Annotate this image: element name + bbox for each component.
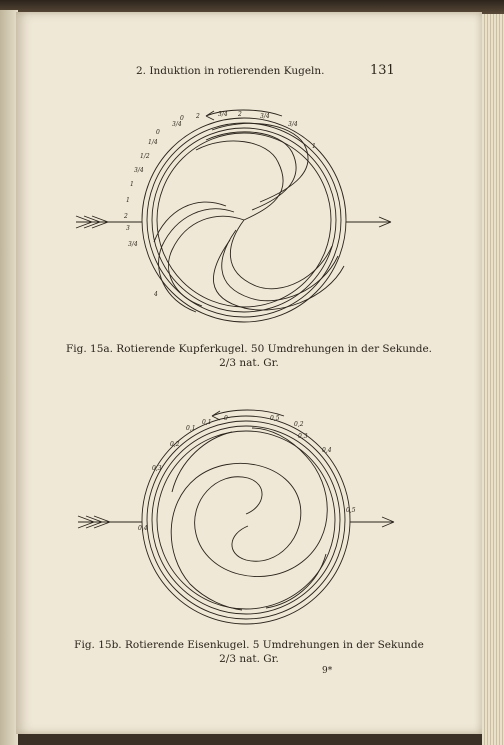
svg-text:0,1: 0,1	[202, 419, 212, 426]
figure-15a-caption	[16, 342, 482, 370]
svg-text:2: 2	[196, 113, 200, 120]
svg-text:3/4: 3/4	[134, 167, 144, 174]
svg-text:1/4: 1/4	[148, 139, 158, 146]
svg-text:0,2: 0,2	[294, 421, 304, 428]
svg-text:1: 1	[130, 181, 134, 188]
svg-text:0: 0	[156, 129, 160, 136]
svg-text:4: 4	[154, 291, 158, 298]
svg-text:0,1: 0,1	[186, 425, 196, 432]
svg-text:3/4: 3/4	[260, 113, 270, 120]
svg-text:3/4: 3/4	[172, 121, 182, 128]
svg-text:0,2: 0,2	[170, 441, 180, 448]
svg-text:1: 1	[312, 143, 316, 150]
svg-text:1: 1	[126, 197, 130, 204]
figure-15b-caption	[16, 638, 482, 666]
svg-text:1/2: 1/2	[140, 153, 150, 160]
svg-text:0,4: 0,4	[322, 447, 332, 454]
page-number: 131	[370, 63, 395, 78]
svg-text:3/4: 3/4	[128, 241, 138, 248]
signature-mark: 9*	[322, 666, 333, 676]
figure-15a-diagram	[56, 90, 436, 340]
svg-text:0,5: 0,5	[270, 415, 280, 422]
figure-15b-diagram	[56, 394, 436, 644]
running-head	[16, 65, 482, 81]
book-page	[16, 12, 482, 734]
figure-15a-scale: 2/3 nat. Gr.	[219, 357, 279, 369]
page-stack-edge	[482, 14, 504, 745]
svg-text:2: 2	[124, 213, 128, 220]
svg-text:0: 0	[180, 115, 184, 122]
svg-text:0: 0	[224, 415, 228, 422]
chapter-title: 2. Induktion in rotierenden Kugeln.	[136, 65, 325, 77]
figure-15a-title: Fig. 15a. Rotierende Kupferkugel. 50 Umdrehungen in der Sekunde.	[65, 343, 433, 355]
svg-text:0,5: 0,5	[346, 507, 356, 514]
figure-15b-title: Fig. 15b. Rotierende Eisenkugel. 5 Umdrehungen in der Sekunde	[74, 639, 424, 651]
svg-text:0,3: 0,3	[298, 433, 308, 440]
svg-text:0,3: 0,3	[152, 465, 162, 472]
svg-text:3/4: 3/4	[218, 111, 228, 118]
figure-15b-scale: 2/3 nat. Gr.	[219, 653, 279, 665]
svg-text:3/4: 3/4	[288, 121, 298, 128]
svg-text:0,4: 0,4	[138, 525, 148, 532]
svg-text:3: 3	[126, 225, 130, 232]
svg-text:2: 2	[238, 111, 242, 118]
